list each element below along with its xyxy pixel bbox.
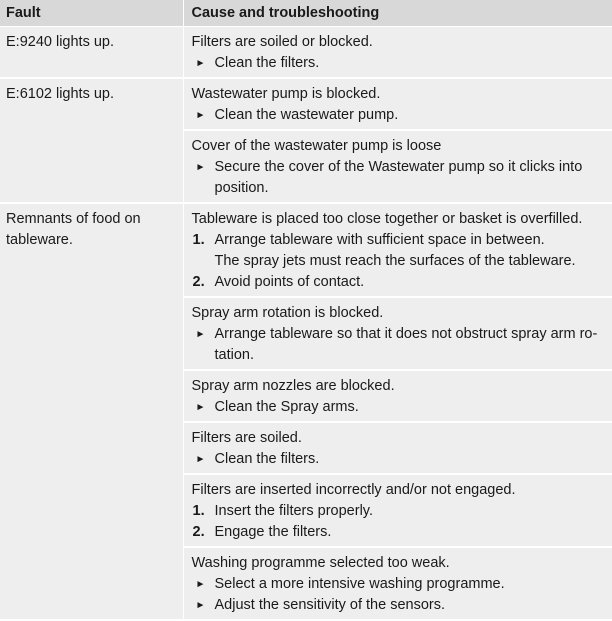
step-item: [192, 574, 607, 595]
fault-cell: E:6102 lights up.: [0, 78, 183, 203]
step-text: Arrange tableware so that it does not obstruct spray arm ro-: [215, 326, 598, 342]
step-item: [192, 272, 607, 293]
step-text-continued: The spray jets must reach the surfaces of the tableware.: [192, 251, 607, 272]
arrow-bullet-icon: ►: [196, 105, 206, 126]
step-item: [192, 157, 607, 178]
step-text-continued: position.: [192, 178, 607, 199]
cause-text: Wastewater pump is blocked.: [192, 84, 607, 105]
cause-block: [184, 298, 612, 371]
cause-cell: [183, 203, 612, 620]
cause-cell: [183, 78, 612, 203]
step-text: Engage the filters.: [215, 524, 332, 540]
step-text: Avoid points of contact.: [215, 274, 365, 290]
step-number: 1.: [193, 501, 205, 522]
fault-cell: E:9240 lights up.: [0, 26, 183, 78]
step-item: [192, 324, 607, 345]
fault-column-header: Fault: [0, 0, 183, 26]
fault-cell: Remnants of food on tableware.: [0, 203, 183, 620]
step-text: Clean the filters.: [215, 451, 320, 467]
step-text: Clean the wastewater pump.: [215, 107, 399, 123]
step-text-continued: tation.: [192, 345, 607, 366]
step-number: 2.: [193, 272, 205, 293]
step-number: 1.: [193, 230, 205, 251]
cause-text: Washing programme selected too weak.: [192, 553, 607, 574]
step-item: [192, 501, 607, 522]
step-text: Insert the filters properly.: [215, 503, 374, 519]
cause-cell: [183, 26, 612, 78]
step-item: [192, 53, 607, 74]
cause-column-header: Cause and troubleshooting: [183, 0, 612, 26]
cause-block: [184, 423, 612, 475]
table-row: [0, 26, 612, 78]
cause-text: Spray arm rotation is blocked.: [192, 303, 607, 324]
cause-block: [184, 27, 612, 77]
table-header-row: [0, 0, 612, 26]
table-row: [0, 78, 612, 203]
table-row: [0, 203, 612, 620]
cause-block: [184, 548, 612, 619]
cause-text: Cover of the wastewater pump is loose: [192, 136, 607, 157]
cause-text: Filters are inserted incorrectly and/or not engaged.: [192, 480, 607, 501]
step-text: Clean the Spray arms.: [215, 399, 359, 415]
step-item: [192, 522, 607, 543]
arrow-bullet-icon: ►: [196, 397, 206, 418]
step-text: Select a more intensive washing programme.: [215, 576, 505, 592]
step-number: 2.: [193, 522, 205, 543]
cause-block: [184, 131, 612, 202]
arrow-bullet-icon: ►: [196, 53, 206, 74]
cause-block: [184, 475, 612, 548]
cause-block: [184, 79, 612, 131]
step-item: [192, 449, 607, 470]
step-text: Adjust the sensitivity of the sensors.: [215, 597, 446, 613]
step-text: Arrange tableware with sufficient space in between.: [215, 232, 545, 248]
step-item: [192, 105, 607, 126]
step-text: Clean the filters.: [215, 55, 320, 71]
arrow-bullet-icon: ►: [196, 157, 206, 178]
arrow-bullet-icon: ►: [196, 595, 206, 616]
cause-text: Filters are soiled.: [192, 428, 607, 449]
step-item: [192, 595, 607, 616]
arrow-bullet-icon: ►: [196, 449, 206, 470]
cause-block: [184, 204, 612, 298]
cause-block: [184, 371, 612, 423]
cause-text: Filters are soiled or blocked.: [192, 32, 607, 53]
step-item: [192, 397, 607, 418]
arrow-bullet-icon: ►: [196, 574, 206, 595]
cause-text: Tableware is placed too close together or basket is overfilled.: [192, 209, 607, 230]
step-text: Secure the cover of the Wastewater pump so it clicks into: [215, 159, 583, 175]
cause-text: Spray arm nozzles are blocked.: [192, 376, 607, 397]
step-item: [192, 230, 607, 251]
arrow-bullet-icon: ►: [196, 324, 206, 345]
